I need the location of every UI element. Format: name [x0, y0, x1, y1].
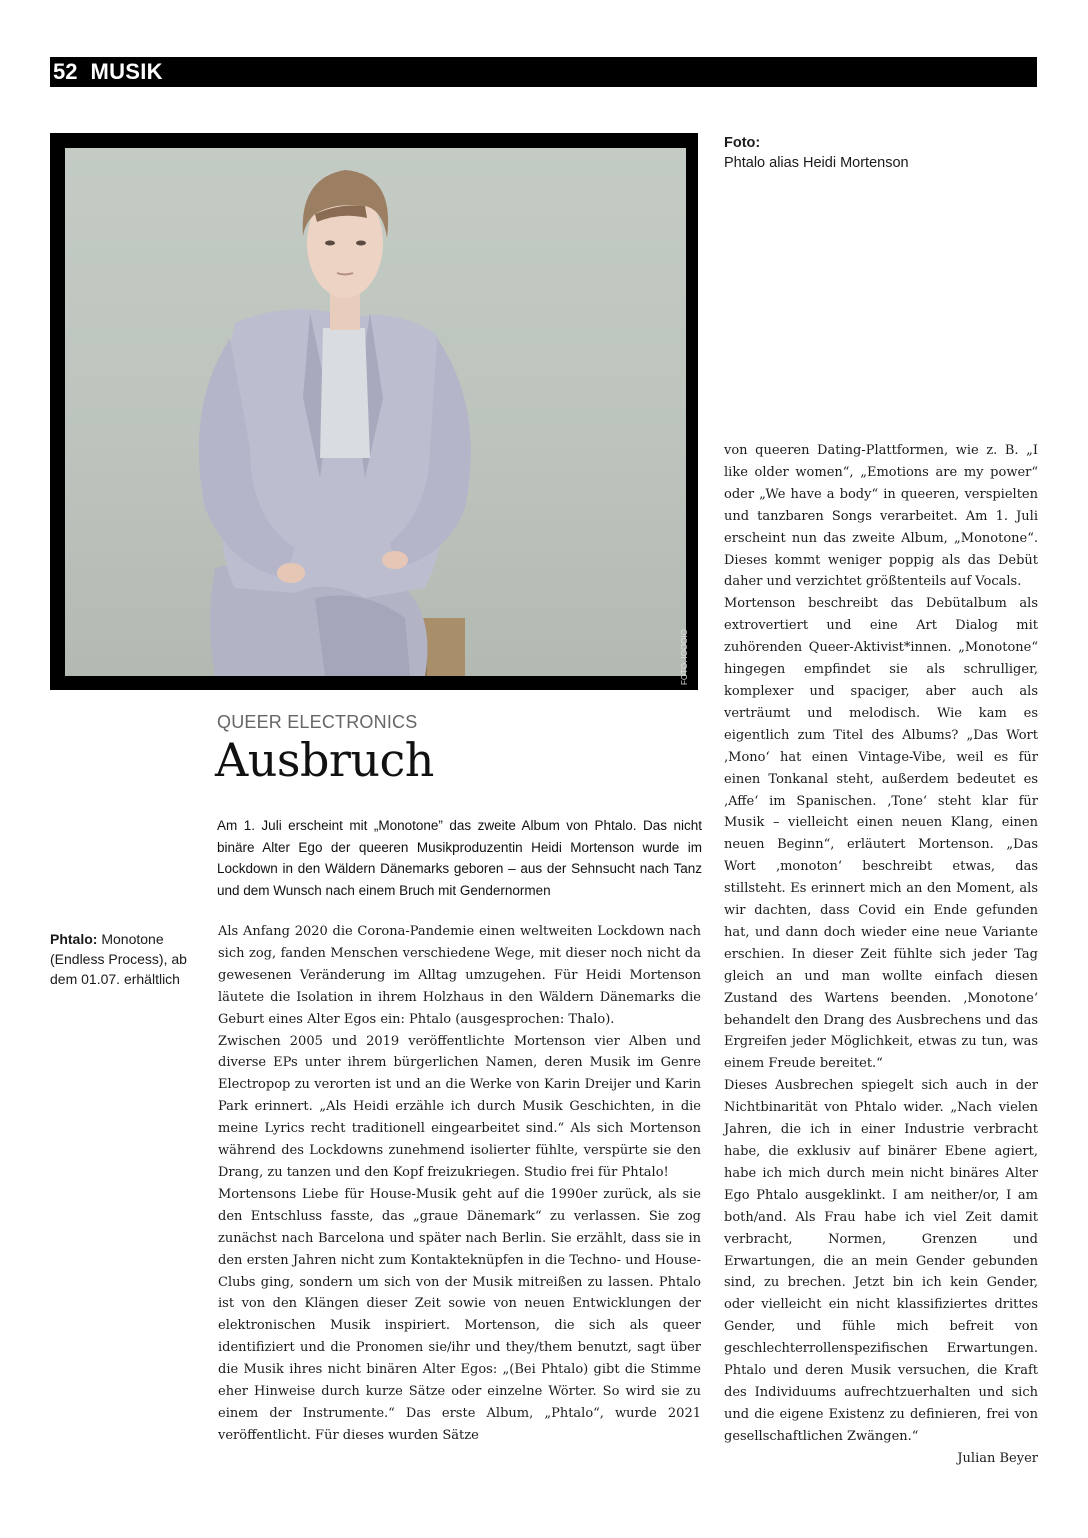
- photo-credit: FOTO: IOOOIO: [680, 629, 689, 685]
- portrait-photo: [65, 148, 686, 676]
- caption-text: Phtalo alias Heidi Mortenson: [724, 155, 909, 171]
- paragraph: von queeren Dating-Plattformen, wie z. B. „I like older women“, „Emotions are my power“ oder „We have a body“ in queeren, verspielten und tanzbaren Songs verarbeitet. Am 1. Juli erscheint nun das zweite Album, „Monotone“. Dieses kommt weniger poppig als das Debüt daher und verzichtet größtenteils auf Vocals.: [724, 443, 1038, 590]
- paragraph: Mortensons Liebe für House-Musik geht auf die 1990er zurück, als sie den Entschluss fasste, das „graue Dänemark“ zu verlassen. Sie zog zunächst nach Barcelona und später nach Berlin. Sie erzählt, dass sie in den ersten Jahren nicht zum Kontakteknüpfen in die Techno- und House-Clubs ging, sondern um sich von der Musik mitreißen zu lassen. Phtalo ist von den Klängen dieser Zeit sowie von neuen Entwicklungen der elektronischen Musik inspiriert. Mortenson, die sich als queer identifiziert und die Pronomen sie/ihr und they/them benutzt, sagt über die Musik ihres nicht binären Alter Egos: „(Bei Phtalo) gibt die Stimme eher Hinweise durch kurze Sätze oder einzelne Wörter. So wird sie zu einem der Instrumente.“ Das erste Album, „Phtalo“, wurde 2021 veröffentlicht. Für dieses wurden Sätze: [218, 1186, 701, 1443]
- author-name: Julian Beyer: [957, 1450, 1038, 1466]
- album-info-text: Monotone (Endless Process), ab dem 01.07. erhältlich: [50, 931, 187, 987]
- article-column-left: [218, 921, 701, 1447]
- caption-label: Foto:: [724, 135, 761, 151]
- article-headline: Ausbruch: [215, 733, 434, 787]
- paragraph: Als Anfang 2020 die Corona-Pandemie einen weltweiten Lockdown nach sich zog, fanden Menschen verschiedene Wege, mit dieser noch nicht da gewesenen Veränderung im Alltag umzugehen. Für Heidi Mortenson läutete die Isolation in ihrem Holzhaus in den Wäldern Dänemarks die Geburt eines Alter Egos ein: Phtalo (ausgesprochen: Thalo).: [218, 924, 701, 1027]
- section-title: MUSIK: [90, 59, 163, 84]
- article-kicker: QUEER ELECTRONICS: [217, 712, 418, 732]
- paragraph: Mortenson beschreibt das Debütalbum als extrovertiert und eine Art Dialog mit zuhörenden Queer-Aktivist*innen. „Monotone“ hingegen empfindet sie als schrulliger, komplexer und spaciger, aber auch als verträumt und melodisch. Wie kam es eigentlich zum Titel des Albums? „Das Wort ‚Mono‘ hat einen Vintage-Vibe, weil es für einen Tonkanal steht, außerdem bedeutet es ‚Affe‘ im Spanischen. ‚Tone‘ steht klar für Musik – vielleicht einen neuen Klang, einen neuen Beginn“, erläutert Mortenson. „Das Wort ‚monoton‘ beschreibt etwas, das stillsteht. Es erinnert mich an den Moment, als wir dachten, dass Covid ein Ende gefunden hat, und dann doch wieder eine neue Variante erschien. In dieser Zeit fühlte sich jeder Tag gleich an und man wollte einfach diesen Zustand des Wartens beenden. ‚Monotone‘ behandelt den Drang des Ausbrechens und das Ergreifen jeder Möglichkeit, etwas zu tun, was einem Freude bereitet.“: [724, 596, 1038, 1072]
- album-info-label: Phtalo:: [50, 931, 98, 947]
- article-column-right: [724, 440, 1038, 1470]
- article-photo-frame: [50, 133, 698, 690]
- article-lead: Am 1. Juli erscheint mit „Monotone” das zweite Album von Phtalo. Das nicht binäre Alter Ego der queeren Musikproduzentin Heidi Mortenson wurde im Lockdown in den Wäldern Dänemarks geboren – aus der Sehnsucht nach Tanz und dem Wunsch nach einem Bruch mit Gendernormen: [217, 818, 702, 898]
- photo-caption: [724, 133, 1024, 173]
- paragraph: Dieses Ausbrechen spiegelt sich auch in der Nichtbinarität von Phtalo wider. „Nach vielen Jahren, die ich in einer Industrie verbracht habe, die exklusiv auf binärer Ebene agiert, habe ich mich durch mein nicht binäres Alter Ego Phtalo ausgeklinkt. I am neither/or, I am both/and. Als Frau habe ich viel Zeit damit verbracht, Normen, Grenzen und Erwartungen, die an mein Gender gebunden sind, zu brechen. Jetzt bin ich kein Gender, oder vielleicht ein nicht klassifiziertes drittes Gender, und fühle mich befreit von geschlechterrollenspezifischen Erwartungen. Phtalo und deren Musik versuchen, die Kraft des Individuums aufrechtzuerhalten und sich und die eigene Existenz zu definieren, frei von gesellschaftlichen Zwängen.“: [724, 1078, 1038, 1444]
- portrait-illustration: [65, 148, 686, 676]
- page-number: 52: [53, 59, 78, 84]
- section-header: [50, 57, 1037, 87]
- album-info: [50, 929, 200, 989]
- paragraph: Zwischen 2005 und 2019 veröffentlichte Mortenson vier Alben und diverse EPs unter ihrem bürgerlichen Namen, deren Musik im Genre Electropop zu verorten ist und an die Werke von Karin Dreijer und Karin Park erinnert. „Als Heidi erzähle ich durch Musik Geschichten, in die meine Lyrics recht traditionell eingearbeitet sind.“ Als sich Mortenson während des Lockdowns zunehmend isolierter fühlte, verspürte sie den Drang, zu tanzen und den Kopf freizukriegen. Studio frei für Phtalo!: [218, 1033, 701, 1180]
